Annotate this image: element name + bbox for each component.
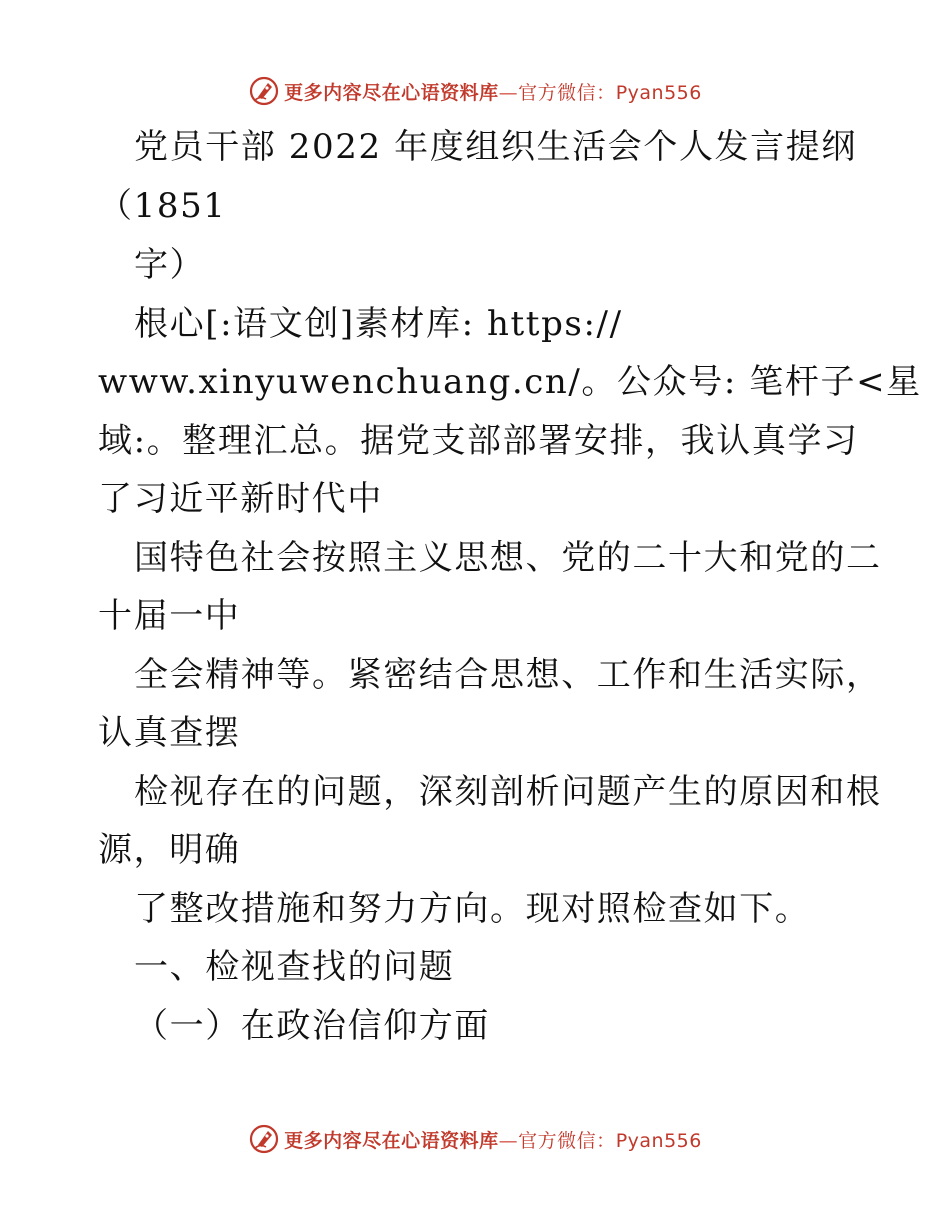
- watermark-site-text: 更多内容尽在心语资料库: [284, 81, 499, 104]
- text-line: 了习近平新时代中: [98, 479, 383, 519]
- watermark-banner-bottom: [0, 1119, 950, 1159]
- watermark-wechat-label: 官方微信：: [518, 1129, 616, 1152]
- text-line: 源，明确: [98, 830, 241, 870]
- text-line: 检视存在的问题，深刻剖析问题产生的原因和根: [134, 772, 882, 812]
- text-line: 根心[:语文创]素材库: https://: [134, 304, 623, 344]
- text-line: www.xinyuwenchuang.cn/。公众号: 笔杆子<星: [98, 362, 922, 402]
- subsection-heading: （一）在政治信仰方面: [134, 1006, 490, 1046]
- text-line: 认真查摆: [98, 713, 241, 753]
- watermark-wechat-id: Pyan556: [615, 81, 702, 104]
- watermark-text: [284, 1126, 702, 1153]
- watermark-wechat-id: Pyan556: [615, 1129, 702, 1152]
- watermark-separator: —: [498, 1129, 519, 1152]
- text-line: 十届一中: [98, 596, 241, 636]
- watermark-wechat-label: 官方微信：: [518, 81, 616, 104]
- text-line: 国特色社会按照主义思想、党的二十大和党的二: [134, 538, 882, 578]
- watermark-site-text: 更多内容尽在心语资料库: [284, 1129, 499, 1152]
- text-line: 了整改措施和努力方向。现对照检查如下。: [134, 889, 811, 929]
- pen-nib-logo-icon: [248, 1123, 280, 1155]
- text-line: 域:。整理汇总。据党支部部署安排，我认真学习: [98, 421, 859, 461]
- text-line: 字）: [134, 245, 206, 285]
- section-heading: 一、检视查找的问题: [134, 947, 455, 987]
- document-title: 党员干部 2022 年度组织生活会个人发言提纲: [134, 127, 857, 167]
- watermark-separator: —: [498, 81, 519, 104]
- text-line: 全会精神等。紧密结合思想、工作和生活实际，: [134, 655, 882, 695]
- text-line: （1851: [98, 186, 227, 226]
